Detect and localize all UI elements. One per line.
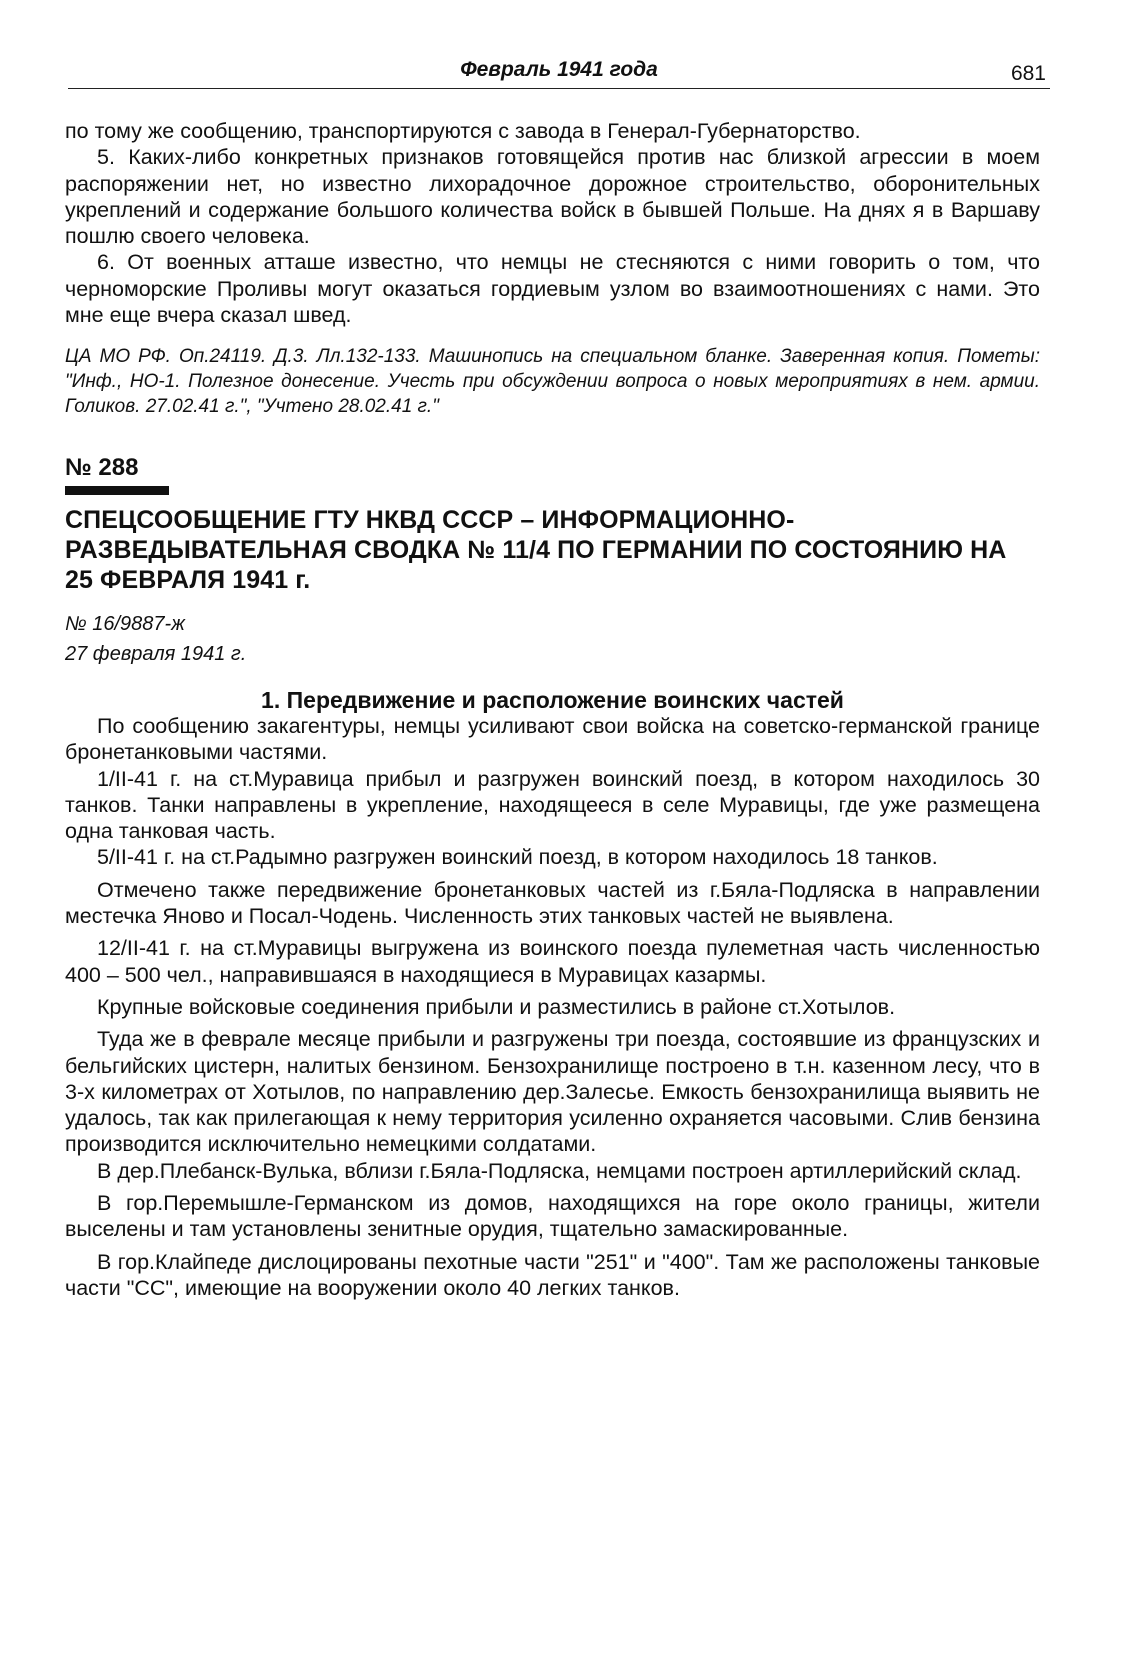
page-number: 681 — [1010, 62, 1046, 85]
body-paragraph: Туда же в феврале месяце прибыли и разгружены три поезда, состоявшие из французских и бельгийских цистерн, налитых бензином. Бензохранилище построено в т.н. казенном лесу, что в 3-х километрах от Хотылов, по направлению дер.Залесье. Емкость бензохранилища выявить не удалось, так как прилегающая к нему территория усиленно охраняется часовыми. Слив бензина производится исключительно немецкими солдатами. — [65, 1027, 1040, 1157]
body-paragraph: 5/II-41 г. на ст.Радымно разгружен воинский поезд, в котором находилось 18 танков. — [97, 845, 938, 870]
body-paragraph: Отмечено также передвижение бронетанковых частей из г.Бяла-Подляска в направлении местечка Яново и Посал-Чодень. Численность этих танковых частей не выявлена. — [65, 877, 1040, 929]
page-content — [65, 118, 1040, 1301]
document-number — [65, 455, 1040, 483]
body-paragraph: 12/II-41 г. на ст.Муравицы выгружена из воинского поезда пулеметная часть численностью 400 – 500 чел., направившаяся в находящиеся в Муравицах казармы. — [65, 936, 1040, 987]
body-paragraph: 1/II-41 г. на ст.Муравица прибыл и разгружен воинский поезд, в котором находилось 30 танков. Танки направлены в укрепление, находящееся в селе Муравицы, где уже размещена одна танковая часть. — [65, 766, 1040, 844]
intro-paragraph: 5. Каких-либо конкретных признаков готовящейся против нас близкой агрессии в моем распоряжении нет, но известно лихорадочное дорожное строительство, оборонительных укреплений и содержание большого количества войск в бывшей Польше. На днях я в Варшаву пошлю своего человека. — [65, 145, 1040, 249]
intro-paragraph: 6. От военных атташе известно, что немцы не стесняются с ними говорить о том, что черноморские Проливы могут оказаться гордиевым узлом во взаимоотношениях с нами. Это мне еще вчера сказал швед. — [65, 250, 1040, 328]
document-title: СПЕЦСООБЩЕНИЕ ГТУ НКВД СССР – ИНФОРМАЦИОННО-РАЗВЕДЫВАТЕЛЬНАЯ СВОДКА № 11/4 ПО ГЕРМАНИИ ПО СОСТОЯНИЮ НА 25 ФЕВРАЛЯ 1941 г. — [65, 505, 1007, 594]
section-heading: 1. Передвижение и расположение воинских частей — [261, 686, 844, 713]
body-paragraph: В гор.Клайпеде дислоцированы пехотные части "251" и "400". Там же расположены танковые части "СС", имеющие на вооружении около 40 легких танков. — [65, 1249, 1040, 1300]
running-title: Февраль 1941 года — [460, 58, 658, 81]
document-number-bar — [65, 486, 169, 495]
page-header — [68, 52, 1050, 89]
document-number-text: № 288 — [65, 454, 139, 482]
intro-paragraph: по тому же сообщению, транспортируются с завода в Генерал-Губернаторство. — [65, 119, 861, 143]
body-paragraph: Крупные войсковые соединения прибыли и разместились в районе ст.Хотылов. — [97, 994, 896, 1019]
document-date: 27 февраля 1941 г. — [65, 642, 247, 665]
body-paragraph: В дер.Плебанск-Вулька, вблизи г.Бяла-Подляска, немцами построен артиллерийский склад. — [97, 1158, 1022, 1183]
archival-source-note: ЦА МО РФ. Оп.24119. Д.3. Лл.132-133. Машинопись на специальном бланке. Заверенная копия. Пометы: "Инф., НО-1. Полезное донесение. Учесть при обсуждении вопроса о новых мероприятиях в нем. армии. Голиков. 27.02.41 г.", "Учтено 28.02.41 г." — [65, 346, 1040, 418]
body-paragraph: По сообщению закагентуры, немцы усиливают свои войска на советско-германской границе бронетанковыми частями. — [65, 713, 1040, 765]
body-paragraph: В гор.Перемышле-Германском из домов, находящихся на горе около границы, жители выселены и там установлены зенитные орудия, тщательно замаскированные. — [65, 1191, 1040, 1242]
document-reference: № 16/9887-ж — [65, 612, 185, 635]
